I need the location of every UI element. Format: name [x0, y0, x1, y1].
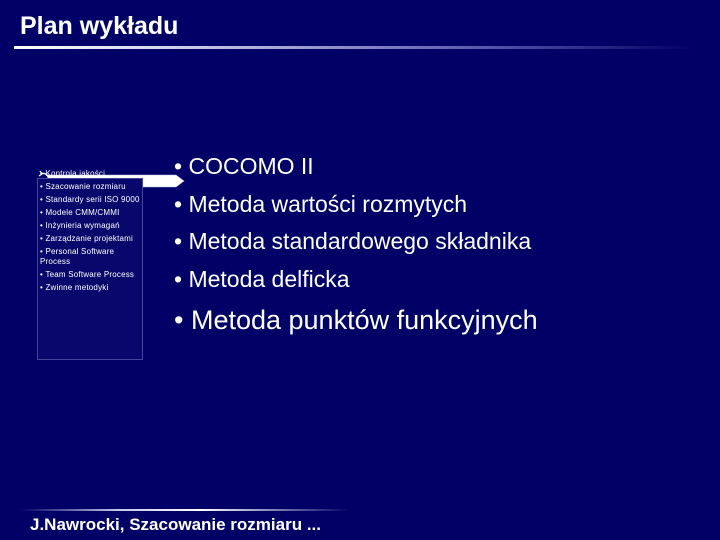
agenda-item: • Modele CMM/CMMI [40, 208, 140, 218]
agenda-item: • Szacowanie rozmiaru [40, 182, 140, 192]
agenda-item: • Zwinne metodyki [40, 283, 140, 293]
agenda-list [40, 169, 140, 296]
topic-list [174, 148, 538, 340]
topic-item: • COCOMO II [174, 148, 538, 186]
slide-title: Plan wykładu [20, 12, 179, 40]
agenda-item: • Inżynieria wymagań [40, 221, 140, 231]
topic-item: • Metoda standardowego składnika [174, 223, 538, 261]
agenda-item: • Standardy serii ISO 9000 [40, 195, 140, 205]
agenda-item: • Personal Software Process [40, 247, 140, 266]
title-divider [14, 46, 694, 49]
footer-text: J.Nawrocki, Szacowanie rozmiaru ... [30, 515, 321, 534]
agenda-item: • Zarządzanie projektami [40, 234, 140, 244]
footer-divider [20, 509, 350, 511]
agenda-item: • Kontrola jakości [40, 169, 140, 179]
topic-item: • Metoda punktów funkcyjnych [174, 300, 538, 340]
topic-item: • Metoda wartości rozmytych [174, 186, 538, 224]
agenda-item: • Team Software Process [40, 270, 140, 280]
topic-item: • Metoda delficka [174, 261, 538, 299]
